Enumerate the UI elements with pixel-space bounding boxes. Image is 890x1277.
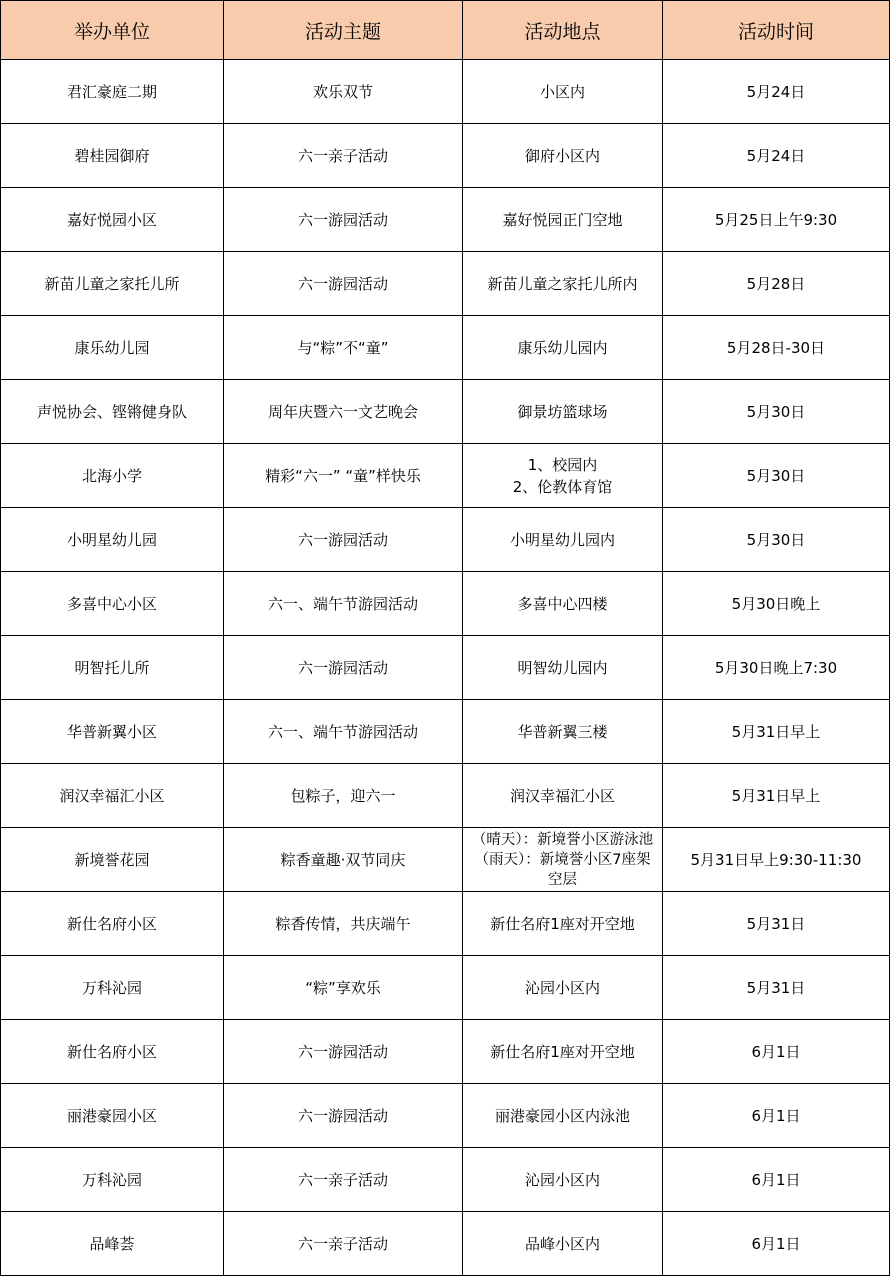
- cell-theme: 六一、端午节游园活动: [224, 700, 463, 764]
- cell-org: 新苗儿童之家托儿所: [1, 252, 224, 316]
- table-row: [1, 1020, 890, 1084]
- cell-time: 6月1日: [663, 1148, 890, 1212]
- cell-org: 品峰荟: [1, 1212, 224, 1276]
- cell-theme: 六一游园活动: [224, 1084, 463, 1148]
- cell-theme: 粽香童趣·双节同庆: [224, 828, 463, 892]
- cell-location: [463, 828, 663, 892]
- cell-time: 5月30日晚上: [663, 572, 890, 636]
- location-line: （晴天）：新境誉小区游泳池: [471, 831, 654, 848]
- cell-time: 5月28日-30日: [663, 316, 890, 380]
- cell-org: 新仕名府小区: [1, 1020, 224, 1084]
- cell-org: 新境誉花园: [1, 828, 224, 892]
- cell-time: 5月30日: [663, 508, 890, 572]
- table-row: [1, 444, 890, 508]
- table-row: [1, 956, 890, 1020]
- table-row: [1, 508, 890, 572]
- cell-location: 康乐幼儿园内: [463, 316, 663, 380]
- cell-time: 5月25日上午9:30: [663, 188, 890, 252]
- cell-time: 5月31日早上: [663, 764, 890, 828]
- table-row: [1, 60, 890, 124]
- cell-org: 华普新翼小区: [1, 700, 224, 764]
- cell-location: 新仕名府1座对开空地: [463, 1020, 663, 1084]
- cell-location: 御府小区内: [463, 124, 663, 188]
- location-line: 空层: [548, 871, 577, 888]
- cell-time: 5月30日: [663, 380, 890, 444]
- cell-theme: 六一游园活动: [224, 1020, 463, 1084]
- table-row: [1, 892, 890, 956]
- header-row: [1, 1, 890, 60]
- header-location: 活动地点: [463, 1, 663, 60]
- cell-location: 新苗儿童之家托儿所内: [463, 252, 663, 316]
- cell-theme: 六一游园活动: [224, 508, 463, 572]
- cell-time: 5月24日: [663, 124, 890, 188]
- cell-org: 小明星幼儿园: [1, 508, 224, 572]
- cell-time: 6月1日: [663, 1020, 890, 1084]
- cell-org: 万科沁园: [1, 956, 224, 1020]
- table-row: [1, 380, 890, 444]
- cell-theme: 六一亲子活动: [224, 124, 463, 188]
- location-line: 1、校园内: [527, 455, 598, 474]
- table-row: [1, 828, 890, 892]
- cell-org: 君汇豪庭二期: [1, 60, 224, 124]
- cell-theme: 精彩“六一” “童”样快乐: [224, 444, 463, 508]
- cell-location: 御景坊篮球场: [463, 380, 663, 444]
- cell-org: 新仕名府小区: [1, 892, 224, 956]
- table-row: [1, 1084, 890, 1148]
- table-row: [1, 636, 890, 700]
- table-row: [1, 764, 890, 828]
- table-row: [1, 124, 890, 188]
- cell-time: 5月31日早上: [663, 700, 890, 764]
- table-row: [1, 188, 890, 252]
- cell-time: 5月31日: [663, 892, 890, 956]
- cell-theme: 周年庆暨六一文艺晚会: [224, 380, 463, 444]
- cell-org: 北海小学: [1, 444, 224, 508]
- cell-location: 丽港豪园小区内泳池: [463, 1084, 663, 1148]
- cell-location: 小明星幼儿园内: [463, 508, 663, 572]
- cell-org: 丽港豪园小区: [1, 1084, 224, 1148]
- cell-theme: 六一亲子活动: [224, 1212, 463, 1276]
- cell-location: 明智幼儿园内: [463, 636, 663, 700]
- cell-time: 5月30日晚上7:30: [663, 636, 890, 700]
- cell-org: 多喜中心小区: [1, 572, 224, 636]
- cell-org: 润汉幸福汇小区: [1, 764, 224, 828]
- cell-org: 明智托儿所: [1, 636, 224, 700]
- cell-location: 沁园小区内: [463, 956, 663, 1020]
- cell-theme: 六一游园活动: [224, 636, 463, 700]
- cell-org: 康乐幼儿园: [1, 316, 224, 380]
- cell-location: 沁园小区内: [463, 1148, 663, 1212]
- cell-theme: 六一游园活动: [224, 252, 463, 316]
- cell-location: 品峰小区内: [463, 1212, 663, 1276]
- location-line: 2、伦教体育馆: [512, 477, 613, 496]
- cell-time: 5月30日: [663, 444, 890, 508]
- cell-location: 新仕名府1座对开空地: [463, 892, 663, 956]
- cell-theme: “粽”享欢乐: [224, 956, 463, 1020]
- cell-time: 5月28日: [663, 252, 890, 316]
- header-org: 举办单位: [1, 1, 224, 60]
- cell-location: 华普新翼三楼: [463, 700, 663, 764]
- cell-theme: 粽香传情，共庆端午: [224, 892, 463, 956]
- cell-time: 5月24日: [663, 60, 890, 124]
- table-row: [1, 252, 890, 316]
- cell-theme: 六一亲子活动: [224, 1148, 463, 1212]
- cell-time: 6月1日: [663, 1084, 890, 1148]
- location-line: （雨天）：新境誉小区7座架: [474, 851, 651, 868]
- table-row: [1, 1212, 890, 1276]
- cell-org: 声悦协会、铿锵健身队: [1, 380, 224, 444]
- header-theme: 活动主题: [224, 1, 463, 60]
- cell-location: 嘉好悦园正门空地: [463, 188, 663, 252]
- cell-theme: 六一游园活动: [224, 188, 463, 252]
- cell-org: 万科沁园: [1, 1148, 224, 1212]
- cell-location: 小区内: [463, 60, 663, 124]
- table-row: [1, 700, 890, 764]
- cell-time: 5月31日早上9:30-11:30: [663, 828, 890, 892]
- cell-location: 多喜中心四楼: [463, 572, 663, 636]
- cell-location: [463, 444, 663, 508]
- cell-location: 润汉幸福汇小区: [463, 764, 663, 828]
- table-row: [1, 572, 890, 636]
- cell-org: 嘉好悦园小区: [1, 188, 224, 252]
- cell-time: 5月31日: [663, 956, 890, 1020]
- cell-org: 碧桂园御府: [1, 124, 224, 188]
- cell-theme: 六一、端午节游园活动: [224, 572, 463, 636]
- cell-theme: 欢乐双节: [224, 60, 463, 124]
- header-time: 活动时间: [663, 1, 890, 60]
- table-row: [1, 1148, 890, 1212]
- cell-theme: 包粽子，迎六一: [224, 764, 463, 828]
- table-row: [1, 316, 890, 380]
- cell-time: 6月1日: [663, 1212, 890, 1276]
- cell-theme: 与“粽”不“童”: [224, 316, 463, 380]
